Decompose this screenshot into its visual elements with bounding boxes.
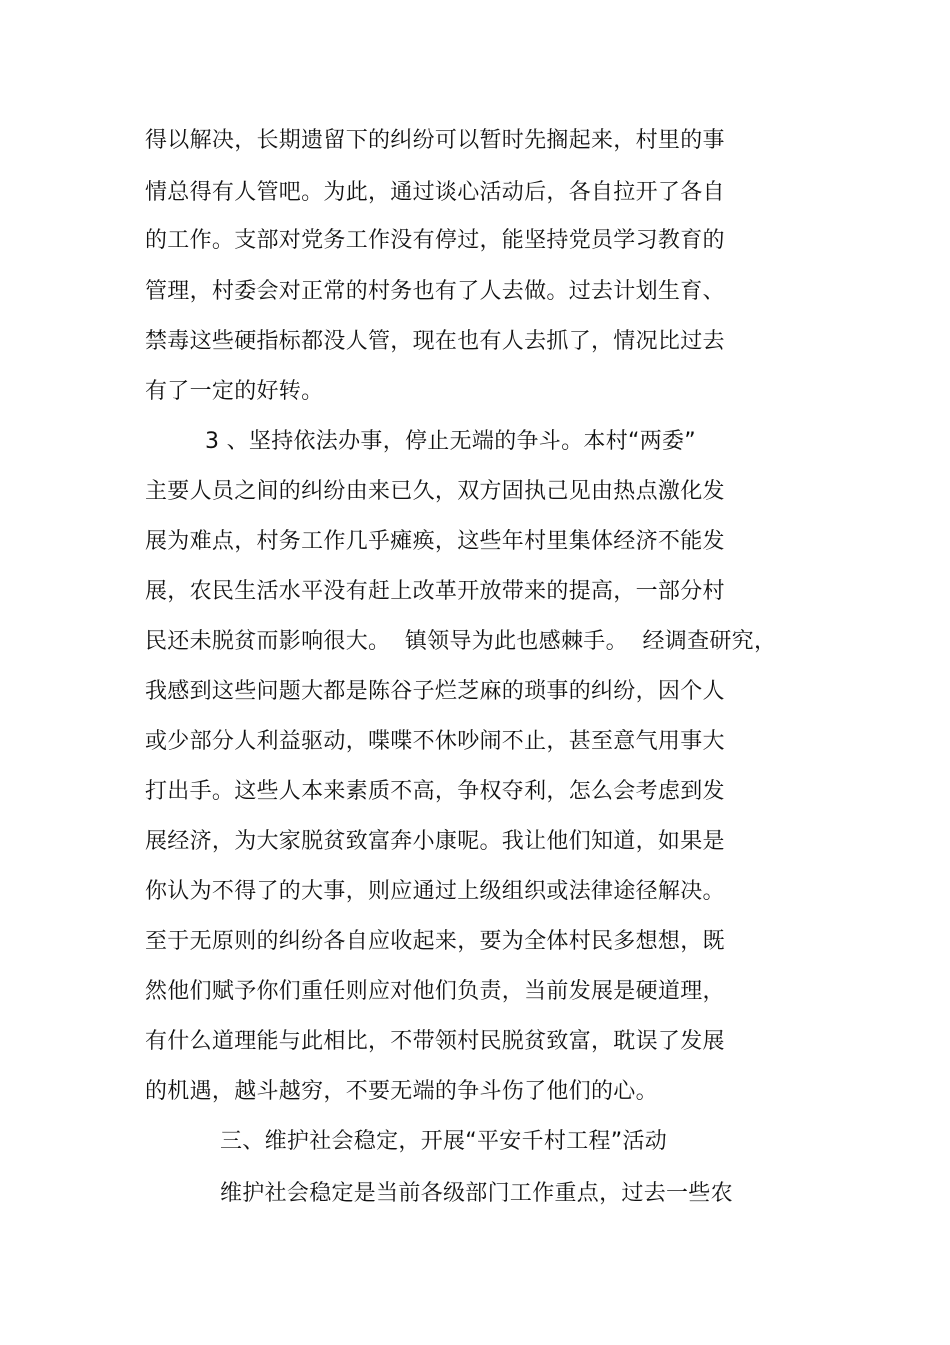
text-line: 维护社会稳定是当前各级部门工作重点，过去一些农 — [220, 1181, 733, 1206]
text-line: 有了一定的好转。 — [145, 379, 324, 404]
text-line: 展经济，为大家脱贫致富奔小康呢。我让他们知道，如果是 — [145, 829, 725, 854]
text-line: 打出手。这些人本来素质不高，争权夺利，怎么会考虑到发 — [145, 779, 725, 804]
text-line: 情总得有人管吧。为此，通过谈心活动后，各自拉开了各自 — [145, 180, 725, 205]
text-line: 得以解决，长期遗留下的纠纷可以暂时先搁起来，村里的事 — [145, 128, 725, 153]
text-line: 或少部分人利益驱动，喋喋不休吵闹不止，甚至意气用事大 — [145, 729, 725, 754]
section-heading: 三、维护社会稳定，开展“平安千村工程”活动 — [220, 1129, 668, 1154]
text-line: 禁毒这些硬指标都没人管，现在也有人去抓了，情况比过去 — [145, 329, 725, 354]
text-line: 我感到这些问题大都是陈谷子烂芝麻的琐事的纠纷，因个人 — [145, 679, 725, 704]
text-line: 的机遇，越斗越穷，不要无端的争斗伤了他们的心。 — [145, 1079, 658, 1104]
text-line: 至于无原则的纠纷各自应收起来，要为全体村民多想想，既 — [145, 929, 725, 954]
text-line: 管理，村委会对正常的村务也有了人去做。过去计划生育、 — [145, 279, 725, 304]
text-line: 展，农民生活水平没有赶上改革开放带来的提高，一部分村 — [145, 579, 725, 604]
text-line: 的工作。支部对党务工作没有停过，能坚持党员学习教育的 — [145, 228, 725, 253]
section-heading: 3 、坚持依法办事，停止无端的争斗。本村“两委” — [205, 429, 696, 454]
text-line: 展为难点，村务工作几乎瘫痪，这些年村里集体经济不能发 — [145, 529, 725, 554]
text-line: 民还未脱贫而影响很大。 镇领导为此也感棘手。 经调查研究， — [145, 629, 777, 654]
text-line: 你认为不得了的大事，则应通过上级组织或法律途径解决。 — [145, 879, 725, 904]
text-line: 然他们赋予你们重任则应对他们负责，当前发展是硬道理， — [145, 979, 725, 1004]
text-line: 有什么道理能与此相比，不带领村民脱贫致富，耽误了发展 — [145, 1029, 725, 1054]
text-line: 主要人员之间的纠纷由来已久，双方固执己见由热点激化发 — [145, 479, 725, 504]
